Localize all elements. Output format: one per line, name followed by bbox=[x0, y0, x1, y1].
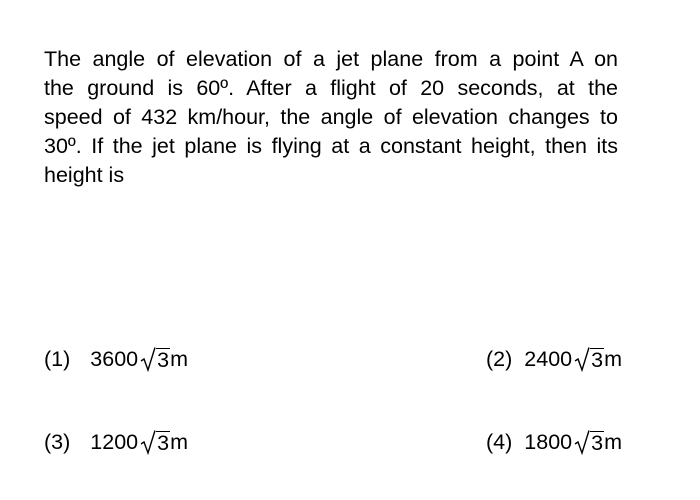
option-coefficient: 2400 bbox=[524, 347, 573, 371]
question-line: speed of 432 km/hour, the angle of elevation changes to bbox=[44, 105, 618, 129]
option-number: (4) bbox=[486, 430, 513, 454]
question-line: the ground is 60º. After a flight of 20 seconds, at the bbox=[44, 76, 618, 100]
option-coefficient: 1200 bbox=[90, 430, 139, 454]
square-root bbox=[574, 346, 604, 372]
option-number: (2) bbox=[486, 347, 513, 371]
option-unit: m bbox=[604, 346, 623, 371]
option-2[interactable] bbox=[486, 345, 622, 373]
option-unit: m bbox=[604, 429, 623, 454]
option-number: (3) bbox=[44, 430, 71, 454]
radicand: 3 bbox=[591, 431, 604, 455]
square-root bbox=[140, 346, 170, 372]
question-line: The angle of elevation of a jet plane from a point A on bbox=[44, 47, 618, 71]
option-coefficient: 1800 bbox=[524, 430, 573, 454]
question-text bbox=[44, 45, 618, 190]
radical-sign-icon bbox=[574, 429, 590, 455]
square-root bbox=[574, 429, 604, 455]
question-line: 30º. If the jet plane is flying at a constant height, then its bbox=[44, 134, 618, 158]
radical-sign-icon bbox=[140, 429, 156, 455]
radical-sign-icon bbox=[140, 346, 156, 372]
option-number: (1) bbox=[44, 347, 71, 371]
option-coefficient: 3600 bbox=[90, 347, 139, 371]
radicand: 3 bbox=[157, 431, 170, 455]
option-1[interactable] bbox=[44, 345, 188, 373]
option-3[interactable] bbox=[44, 428, 188, 456]
option-unit: m bbox=[170, 429, 189, 454]
option-4[interactable] bbox=[486, 428, 622, 456]
radicand: 3 bbox=[591, 348, 604, 372]
square-root bbox=[140, 429, 170, 455]
radicand: 3 bbox=[157, 348, 170, 372]
option-unit: m bbox=[170, 346, 189, 371]
question-line: height is bbox=[44, 163, 125, 187]
radical-sign-icon bbox=[574, 346, 590, 372]
